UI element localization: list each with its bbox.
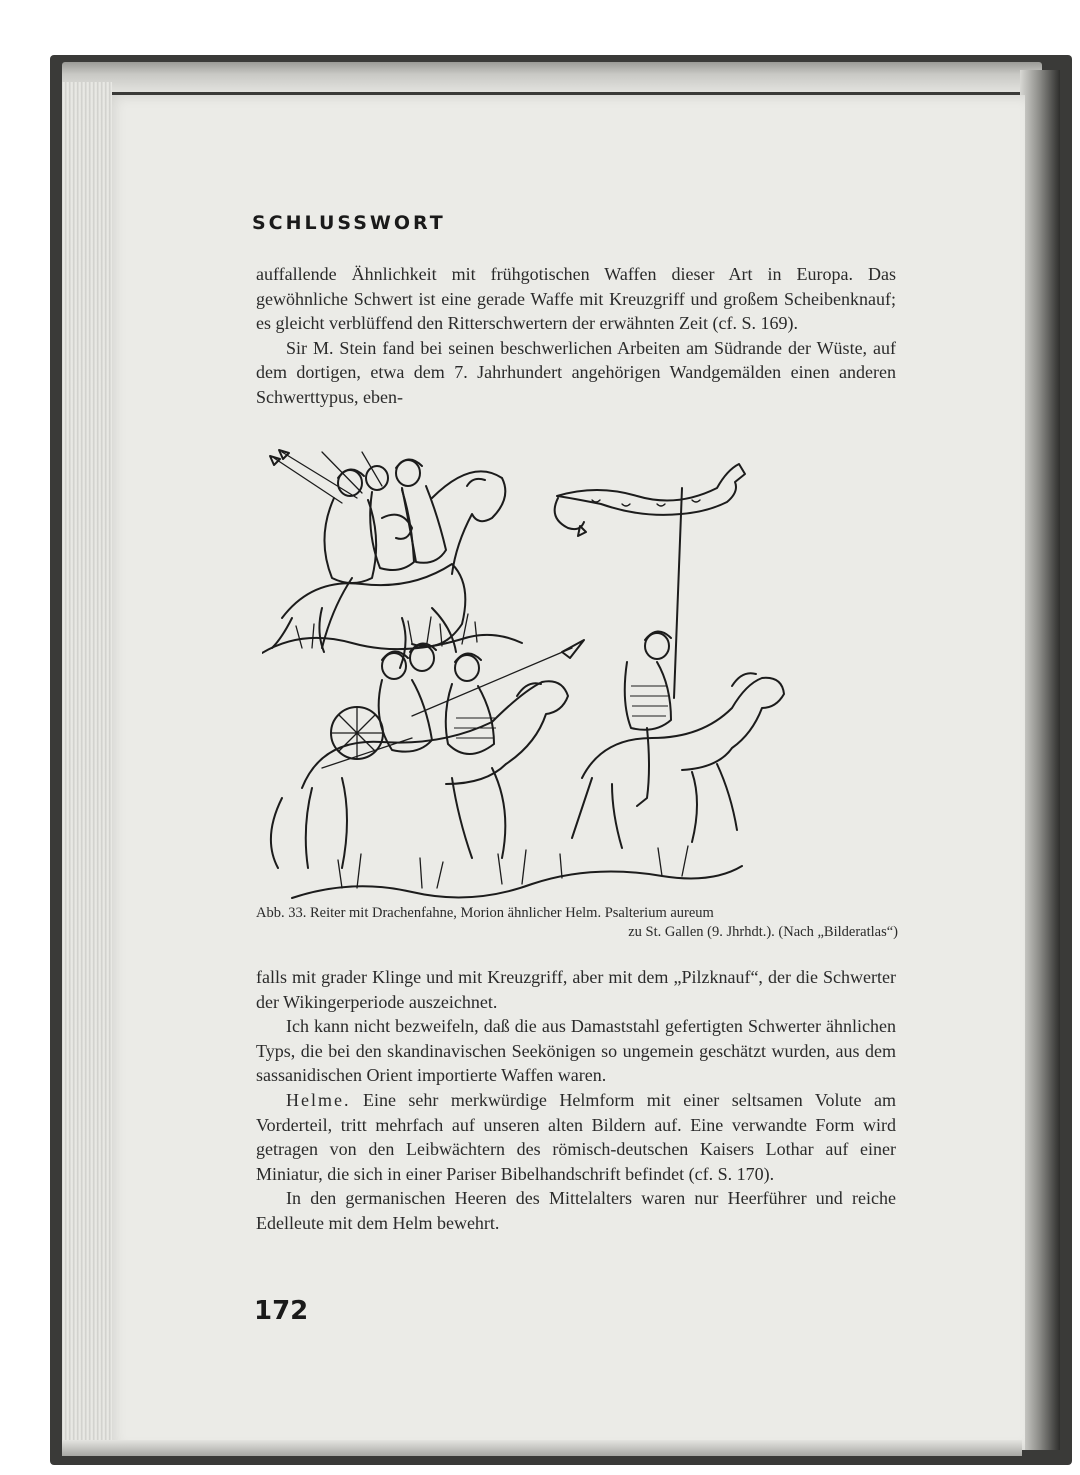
paragraph-stein: Sir M. Stein fand bei seinen beschwerlichen Arbeiten am Südrande der Wüste, auf dem dortigen, etwa dem 7. Jahrhundert angehörigen Wandgemälden einen anderen Schwerttypus, eben- (256, 337, 896, 407)
page-number: 172 (254, 1296, 309, 1326)
running-head: SCHLUSSWORT (252, 212, 446, 234)
paragraph-heere: In den germanischen Heeren des Mittelalters waren nur Heerführer und reiche Edelleute mit dem Helm bewehrt. (256, 1188, 896, 1233)
paragraph-lead-helme: Helme. (286, 1089, 351, 1110)
paragraph-continued: auffallende Ähnlichkeit mit frühgotischen Waffen dieser Art in Europa. Das gewöhnliche Schwert ist eine gerade Waffe mit Kreuzgriff und großem Scheibenknauf; es gleicht verblüffend den Ritterschwertern der erwähnten Zeit (cf. S. 169). (256, 264, 896, 334)
dragon-banner (555, 464, 745, 698)
figure-caption (256, 904, 898, 942)
paragraph-damaststahl: Ich kann nicht bezweifeln, daß die aus Damaststahl gefertigten Schwerter ähnlichen Typs, die bei den skandinavischen Seekönigen so ungemein geschätzt wurden, aus dem sassanidischen Orient importierte Waffen waren. (256, 1016, 896, 1086)
book-right-edge (1020, 70, 1060, 1450)
book-top-edge (62, 62, 1042, 92)
paragraph-helme (256, 1088, 896, 1186)
caption-line-2: zu St. Gallen (9. Jhrhdt.). (Nach „Bilderatlas“) (628, 924, 898, 940)
caption-line-1: Abb. 33. Reiter mit Drachenfahne, Morion ähnlicher Helm. Psalterium aureum (256, 905, 714, 921)
upper-rider-group (262, 450, 522, 668)
text-block-bottom (256, 965, 896, 1236)
book-bottom-edge (62, 1440, 1022, 1456)
lower-rider-group (271, 631, 784, 898)
page-stack-edge (62, 82, 112, 1452)
text-block-top (256, 262, 896, 410)
illustration-riders-with-dragon-banner (262, 448, 892, 908)
paragraph-pilzknauf: falls mit grader Klinge und mit Kreuzgriff, aber mit dem „Pilzknauf“, der die Schwerter der Wikingerperiode auszeichnet. (256, 967, 896, 1012)
paragraph-helme-body: Eine sehr merkwürdige Helmform mit einer seltsamen Volute am Vorderteil, tritt mehrfach auf unseren alten Bildern auf. Eine verwandte Form wird getragen von den Leibwächtern des römisch-deutschen Kaisers Lothar auf einer Miniatur, die sich in einer Pariser Bibelhandschrift befindet (cf. S. 170). (256, 1089, 896, 1184)
